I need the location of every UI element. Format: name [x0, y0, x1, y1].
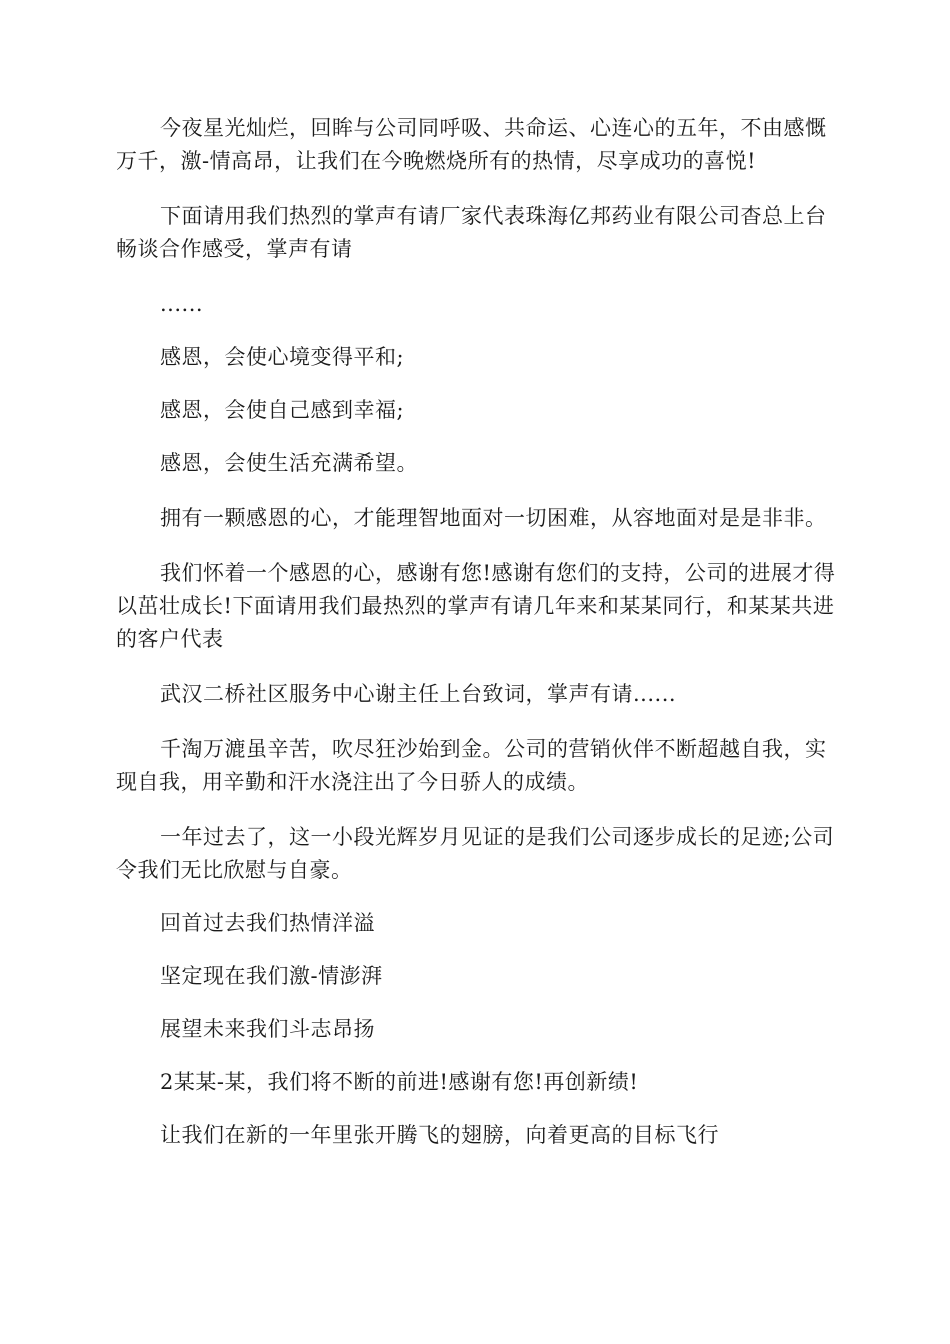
paragraph: 武汉二桥社区服务中心谢主任上台致词，掌声有请......	[160, 682, 677, 706]
paragraph: 感恩，会使自己感到幸福;	[160, 398, 405, 422]
paragraph: 感恩，会使心境变得平和;	[160, 345, 405, 369]
paragraph: 千淘万漉虽辛苦，吹尽狂沙始到金。公司的营销伙伴不断超越自我，实现自我，用辛勤和汗水浇注出了今日骄人的成绩。	[116, 737, 827, 794]
paragraph: 下面请用我们热烈的掌声有请厂家代表珠海亿邦药业有限公司杳总上台畅谈合作感受，掌声有请	[116, 204, 827, 261]
paragraph: 展望未来我们斗志昂扬	[160, 1017, 375, 1041]
paragraph: 今夜星光灿烂，回眸与公司同呼吸、共命运、心连心的五年，不由感慨万千，激-情高昂，让我们在今晚燃烧所有的热情，尽享成功的喜悦!	[116, 116, 827, 173]
paragraph: 回首过去我们热情洋溢	[160, 911, 375, 935]
ellipsis-line: ......	[160, 292, 204, 316]
document-body	[116, 112, 836, 1152]
paragraph: 我们怀着一个感恩的心，感谢有您!感谢有您们的支持，公司的进展才得以茁壮成长!下面请用我们最热烈的掌声有请几年来和某某同行，和某某共进的客户代表	[116, 561, 836, 651]
paragraph: 坚定现在我们激-情澎湃	[160, 964, 383, 988]
paragraph: 一年过去了，这一小段光辉岁月见证的是我们公司逐步成长的足迹;公司令我们无比欣慰与自豪。	[116, 825, 835, 882]
paragraph: 拥有一颗感恩的心，才能理智地面对一切困难，从容地面对是是非非。	[160, 506, 827, 530]
paragraph: 2某某-某，我们将不断的前进!感谢有您!再创新绩!	[160, 1070, 639, 1094]
paragraph: 让我们在新的一年里张开腾飞的翅膀，向着更高的目标飞行	[160, 1123, 719, 1147]
paragraph: 感恩，会使生活充满希望。	[160, 451, 418, 475]
